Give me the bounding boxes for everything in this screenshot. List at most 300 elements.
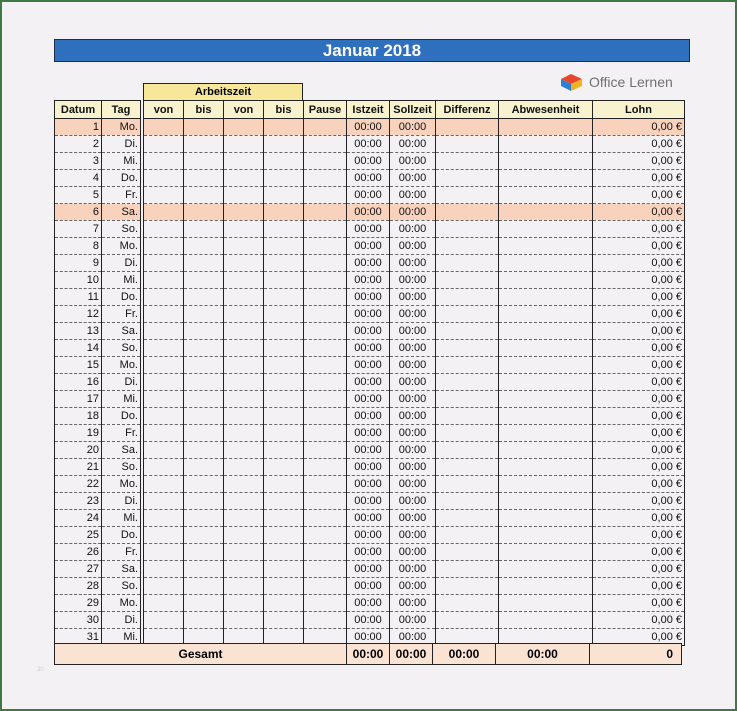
cell-bis-2[interactable]: [264, 136, 304, 153]
cell-istzeit: 00:00: [347, 612, 390, 629]
cell-abwesenheit[interactable]: [499, 204, 593, 221]
cell-von-1[interactable]: [144, 442, 184, 459]
cell-tag: Do.: [102, 170, 141, 187]
cell-von-1[interactable]: [144, 493, 184, 510]
cell-abwesenheit[interactable]: [499, 306, 593, 323]
cell-bis-1[interactable]: [184, 425, 224, 442]
cell-datum: 3: [55, 153, 102, 170]
cell-lohn: 0,00 €: [593, 374, 685, 391]
cell-lohn: 0,00 €: [593, 170, 685, 187]
cell-istzeit: 00:00: [347, 391, 390, 408]
cell-abwesenheit[interactable]: [499, 170, 593, 187]
cell-bis-1[interactable]: [184, 306, 224, 323]
cell-von-1[interactable]: [144, 578, 184, 595]
cell-pause[interactable]: [304, 612, 347, 629]
cell-abwesenheit[interactable]: [499, 578, 593, 595]
cell-von-1[interactable]: [144, 221, 184, 238]
cell-von-2[interactable]: [224, 221, 264, 238]
total-lohn: 0: [590, 644, 682, 665]
cell-von-2[interactable]: [224, 289, 264, 306]
cell-von-2[interactable]: [224, 442, 264, 459]
cell-abwesenheit[interactable]: [499, 153, 593, 170]
cell-datum: 5: [55, 187, 102, 204]
cell-von-2[interactable]: [224, 272, 264, 289]
table-row: [55, 510, 685, 527]
cell-sollzeit: 00:00: [390, 510, 436, 527]
col-header-von-1: von: [144, 101, 184, 119]
cell-bis-2[interactable]: [264, 153, 304, 170]
cell-von-2[interactable]: [224, 612, 264, 629]
cell-abwesenheit[interactable]: [499, 476, 593, 493]
cell-von-1[interactable]: [144, 459, 184, 476]
cell-pause[interactable]: [304, 544, 347, 561]
cell-bis-2[interactable]: [264, 612, 304, 629]
cell-datum: 9: [55, 255, 102, 272]
cell-sollzeit: 00:00: [390, 578, 436, 595]
cell-differenz: [436, 306, 499, 323]
table-row: [55, 153, 685, 170]
cell-abwesenheit[interactable]: [499, 527, 593, 544]
cell-pause[interactable]: [304, 408, 347, 425]
cell-datum: 7: [55, 221, 102, 238]
table-row: [55, 306, 685, 323]
cell-bis-2[interactable]: [264, 459, 304, 476]
cell-tag: Do.: [102, 289, 141, 306]
cell-abwesenheit[interactable]: [499, 612, 593, 629]
cell-abwesenheit[interactable]: [499, 289, 593, 306]
cell-abwesenheit[interactable]: [499, 442, 593, 459]
cell-bis-1[interactable]: [184, 408, 224, 425]
cell-abwesenheit[interactable]: [499, 595, 593, 612]
table-row: [55, 595, 685, 612]
cell-von-2[interactable]: [224, 476, 264, 493]
timesheet-table: [54, 100, 685, 646]
cell-datum: 23: [55, 493, 102, 510]
cell-von-2[interactable]: [224, 493, 264, 510]
cell-von-1[interactable]: [144, 323, 184, 340]
cell-bis-2[interactable]: [264, 510, 304, 527]
cell-pause[interactable]: [304, 306, 347, 323]
cell-abwesenheit[interactable]: [499, 357, 593, 374]
cell-bis-2[interactable]: [264, 544, 304, 561]
cell-abwesenheit[interactable]: [499, 221, 593, 238]
cell-von-2[interactable]: [224, 170, 264, 187]
cell-von-2[interactable]: [224, 306, 264, 323]
cell-bis-2[interactable]: [264, 493, 304, 510]
cell-datum: 24: [55, 510, 102, 527]
cell-pause[interactable]: [304, 595, 347, 612]
cell-sollzeit: 00:00: [390, 476, 436, 493]
cell-bis-2[interactable]: [264, 408, 304, 425]
cell-differenz: [436, 153, 499, 170]
cell-pause[interactable]: [304, 323, 347, 340]
cell-bis-2[interactable]: [264, 289, 304, 306]
cell-datum: 29: [55, 595, 102, 612]
cell-von-1[interactable]: [144, 255, 184, 272]
cell-abwesenheit[interactable]: [499, 136, 593, 153]
cell-istzeit: 00:00: [347, 561, 390, 578]
cell-von-2[interactable]: [224, 510, 264, 527]
cell-von-1[interactable]: [144, 153, 184, 170]
cell-bis-1[interactable]: [184, 612, 224, 629]
cell-bis-1[interactable]: [184, 204, 224, 221]
cell-sollzeit: 00:00: [390, 459, 436, 476]
cell-bis-2[interactable]: [264, 374, 304, 391]
cell-bis-1[interactable]: [184, 170, 224, 187]
cell-von-1[interactable]: [144, 170, 184, 187]
cell-datum: 2: [55, 136, 102, 153]
cell-sollzeit: 00:00: [390, 374, 436, 391]
cell-pause[interactable]: [304, 340, 347, 357]
cell-tag: Mo.: [102, 238, 141, 255]
cell-bis-2[interactable]: [264, 170, 304, 187]
cell-bis-2[interactable]: [264, 561, 304, 578]
cell-sollzeit: 00:00: [390, 272, 436, 289]
total-differenz: 00:00: [433, 644, 496, 665]
cell-sollzeit: 00:00: [390, 255, 436, 272]
table-row: [55, 323, 685, 340]
cell-von-1[interactable]: [144, 408, 184, 425]
cell-bis-2[interactable]: [264, 187, 304, 204]
cell-bis-1[interactable]: [184, 493, 224, 510]
cell-abwesenheit[interactable]: [499, 187, 593, 204]
cell-abwesenheit[interactable]: [499, 561, 593, 578]
cell-istzeit: 00:00: [347, 289, 390, 306]
cell-von-1[interactable]: [144, 187, 184, 204]
cell-von-1[interactable]: [144, 136, 184, 153]
cell-abwesenheit[interactable]: [499, 238, 593, 255]
cell-lohn: 0,00 €: [593, 340, 685, 357]
cell-von-1[interactable]: [144, 612, 184, 629]
cell-von-2[interactable]: [224, 544, 264, 561]
cell-bis-2[interactable]: [264, 595, 304, 612]
cell-von-2[interactable]: [224, 187, 264, 204]
cell-pause[interactable]: [304, 289, 347, 306]
cell-von-2[interactable]: [224, 340, 264, 357]
cell-istzeit: 00:00: [347, 187, 390, 204]
cell-datum: 13: [55, 323, 102, 340]
cell-bis-2[interactable]: [264, 119, 304, 136]
cell-tag: Fr.: [102, 425, 141, 442]
cell-bis-2[interactable]: [264, 323, 304, 340]
cell-differenz: [436, 510, 499, 527]
cell-bis-1[interactable]: [184, 578, 224, 595]
cell-differenz: [436, 459, 499, 476]
cell-datum: 25: [55, 527, 102, 544]
cell-pause[interactable]: [304, 578, 347, 595]
cell-bis-1[interactable]: [184, 136, 224, 153]
cell-pause[interactable]: [304, 357, 347, 374]
cell-pause[interactable]: [304, 374, 347, 391]
cell-tag: Di.: [102, 374, 141, 391]
cell-bis-1[interactable]: [184, 323, 224, 340]
col-header-tag: Tag: [102, 101, 141, 119]
cell-von-1[interactable]: [144, 391, 184, 408]
cell-sollzeit: 00:00: [390, 323, 436, 340]
cell-von-2[interactable]: [224, 204, 264, 221]
cell-abwesenheit[interactable]: [499, 119, 593, 136]
cell-von-1[interactable]: [144, 544, 184, 561]
cell-von-1[interactable]: [144, 238, 184, 255]
cell-differenz: [436, 476, 499, 493]
cell-pause[interactable]: [304, 238, 347, 255]
cell-differenz: [436, 255, 499, 272]
cell-lohn: 0,00 €: [593, 187, 685, 204]
cell-pause[interactable]: [304, 493, 347, 510]
cell-bis-2[interactable]: [264, 425, 304, 442]
cell-sollzeit: 00:00: [390, 204, 436, 221]
cell-abwesenheit[interactable]: [499, 459, 593, 476]
cell-von-1[interactable]: [144, 510, 184, 527]
cell-bis-1[interactable]: [184, 374, 224, 391]
cell-bis-2[interactable]: [264, 238, 304, 255]
cell-bis-1[interactable]: [184, 391, 224, 408]
cell-bis-1[interactable]: [184, 510, 224, 527]
cell-pause[interactable]: [304, 442, 347, 459]
cell-tag: So.: [102, 221, 141, 238]
cell-bis-2[interactable]: [264, 527, 304, 544]
cell-lohn: 0,00 €: [593, 493, 685, 510]
cell-pause[interactable]: [304, 136, 347, 153]
cell-pause[interactable]: [304, 187, 347, 204]
cell-von-2[interactable]: [224, 255, 264, 272]
cell-abwesenheit[interactable]: [499, 374, 593, 391]
cell-von-2[interactable]: [224, 595, 264, 612]
cell-pause[interactable]: [304, 204, 347, 221]
cell-datum: 1: [55, 119, 102, 136]
cell-sollzeit: 00:00: [390, 442, 436, 459]
cell-pause[interactable]: [304, 272, 347, 289]
cell-differenz: [436, 323, 499, 340]
cell-von-2[interactable]: [224, 425, 264, 442]
cell-sollzeit: 00:00: [390, 357, 436, 374]
cell-datum: 31: [55, 629, 102, 646]
cell-bis-2[interactable]: [264, 221, 304, 238]
cell-von-2[interactable]: [224, 408, 264, 425]
col-header-von-2: von: [224, 101, 264, 119]
cell-bis-2[interactable]: [264, 272, 304, 289]
cell-abwesenheit[interactable]: [499, 510, 593, 527]
table-row: [55, 221, 685, 238]
cell-von-2[interactable]: [224, 527, 264, 544]
cell-von-1[interactable]: [144, 476, 184, 493]
cell-sollzeit: 00:00: [390, 527, 436, 544]
cell-pause[interactable]: [304, 391, 347, 408]
cell-lohn: 0,00 €: [593, 204, 685, 221]
cell-differenz: [436, 527, 499, 544]
cell-bis-1[interactable]: [184, 238, 224, 255]
col-header-bis-1: bis: [184, 101, 224, 119]
cell-lohn: 0,00 €: [593, 510, 685, 527]
cell-datum: 15: [55, 357, 102, 374]
cell-bis-2[interactable]: [264, 340, 304, 357]
cell-von-1[interactable]: [144, 119, 184, 136]
cell-bis-1[interactable]: [184, 119, 224, 136]
cell-sollzeit: 00:00: [390, 391, 436, 408]
cell-differenz: [436, 493, 499, 510]
cell-bis-1[interactable]: [184, 153, 224, 170]
cell-bis-1[interactable]: [184, 272, 224, 289]
cell-pause[interactable]: [304, 221, 347, 238]
cell-bis-1[interactable]: [184, 561, 224, 578]
cell-pause[interactable]: [304, 170, 347, 187]
cell-von-2[interactable]: [224, 459, 264, 476]
cell-differenz: [436, 374, 499, 391]
cell-von-2[interactable]: [224, 391, 264, 408]
office-lernen-logo-icon: [559, 71, 584, 93]
cell-istzeit: 00:00: [347, 442, 390, 459]
cell-bis-1[interactable]: [184, 187, 224, 204]
cell-differenz: [436, 425, 499, 442]
cell-datum: 19: [55, 425, 102, 442]
cell-bis-1[interactable]: [184, 221, 224, 238]
cell-lohn: 0,00 €: [593, 119, 685, 136]
col-header-sollzeit: Sollzeit: [390, 101, 436, 119]
cell-sollzeit: 00:00: [390, 153, 436, 170]
cell-tag: Mo.: [102, 476, 141, 493]
cell-von-1[interactable]: [144, 272, 184, 289]
cell-differenz: [436, 595, 499, 612]
cell-differenz: [436, 119, 499, 136]
cell-lohn: 0,00 €: [593, 238, 685, 255]
cell-istzeit: 00:00: [347, 272, 390, 289]
table-row: [55, 340, 685, 357]
table-row: [55, 272, 685, 289]
cell-von-1[interactable]: [144, 204, 184, 221]
cell-pause[interactable]: [304, 153, 347, 170]
cell-von-2[interactable]: [224, 578, 264, 595]
total-istzeit: 00:00: [347, 644, 390, 665]
cell-lohn: 0,00 €: [593, 306, 685, 323]
logo-text: Office Lernen: [589, 74, 673, 90]
cell-differenz: [436, 578, 499, 595]
cell-pause[interactable]: [304, 459, 347, 476]
cell-bis-2[interactable]: [264, 204, 304, 221]
cell-differenz: [436, 544, 499, 561]
cell-von-2[interactable]: [224, 119, 264, 136]
table-row: [55, 578, 685, 595]
cell-von-2[interactable]: [224, 153, 264, 170]
col-header-lohn: Lohn: [593, 101, 685, 119]
cell-von-1[interactable]: [144, 357, 184, 374]
col-header-bis-2: bis: [264, 101, 304, 119]
cell-bis-1[interactable]: [184, 595, 224, 612]
cell-bis-1[interactable]: [184, 476, 224, 493]
cell-pause[interactable]: [304, 255, 347, 272]
arbeitszeit-header: Arbeitszeit: [143, 83, 303, 101]
cell-von-2[interactable]: [224, 357, 264, 374]
cell-von-1[interactable]: [144, 595, 184, 612]
cell-tag: Mo.: [102, 595, 141, 612]
cell-pause[interactable]: [304, 527, 347, 544]
cell-bis-1[interactable]: [184, 340, 224, 357]
table-row: [55, 119, 685, 136]
cell-von-2[interactable]: [224, 374, 264, 391]
cell-pause[interactable]: [304, 476, 347, 493]
cell-tag: Di.: [102, 136, 141, 153]
cell-von-2[interactable]: [224, 136, 264, 153]
cell-abwesenheit[interactable]: [499, 391, 593, 408]
cell-datum: 17: [55, 391, 102, 408]
cell-pause[interactable]: [304, 510, 347, 527]
cell-bis-1[interactable]: [184, 527, 224, 544]
cell-bis-1[interactable]: [184, 442, 224, 459]
cell-lohn: 0,00 €: [593, 255, 685, 272]
cell-abwesenheit[interactable]: [499, 340, 593, 357]
cell-lohn: 0,00 €: [593, 221, 685, 238]
table-row: [55, 238, 685, 255]
cell-pause[interactable]: [304, 119, 347, 136]
table-header-row: [55, 101, 685, 119]
cell-von-1[interactable]: [144, 425, 184, 442]
cell-bis-1[interactable]: [184, 459, 224, 476]
table-row: [55, 255, 685, 272]
cell-bis-2[interactable]: [264, 442, 304, 459]
cell-bis-2[interactable]: [264, 357, 304, 374]
cell-istzeit: 00:00: [347, 238, 390, 255]
cell-von-2[interactable]: [224, 323, 264, 340]
cell-von-2[interactable]: [224, 238, 264, 255]
cell-differenz: [436, 612, 499, 629]
cell-bis-2[interactable]: [264, 391, 304, 408]
cell-abwesenheit[interactable]: [499, 272, 593, 289]
cell-lohn: 0,00 €: [593, 408, 685, 425]
cell-datum: 18: [55, 408, 102, 425]
cell-bis-1[interactable]: [184, 289, 224, 306]
cell-bis-2[interactable]: [264, 476, 304, 493]
cell-datum: 11: [55, 289, 102, 306]
table-row: [55, 544, 685, 561]
cell-istzeit: 00:00: [347, 153, 390, 170]
cell-lohn: 0,00 €: [593, 289, 685, 306]
cell-bis-2[interactable]: [264, 578, 304, 595]
cell-bis-1[interactable]: [184, 544, 224, 561]
cell-differenz: [436, 187, 499, 204]
cell-bis-1[interactable]: [184, 357, 224, 374]
cell-von-1[interactable]: [144, 306, 184, 323]
table-row: [55, 408, 685, 425]
cell-von-1[interactable]: [144, 561, 184, 578]
cell-tag: Do.: [102, 408, 141, 425]
cell-pause[interactable]: [304, 425, 347, 442]
cell-tag: Fr.: [102, 306, 141, 323]
cell-abwesenheit[interactable]: [499, 408, 593, 425]
cell-pause[interactable]: [304, 561, 347, 578]
cell-tag: So.: [102, 459, 141, 476]
cell-lohn: 0,00 €: [593, 391, 685, 408]
cell-bis-2[interactable]: [264, 255, 304, 272]
cell-datum: 16: [55, 374, 102, 391]
cell-istzeit: 00:00: [347, 374, 390, 391]
cell-differenz: [436, 289, 499, 306]
cell-abwesenheit[interactable]: [499, 323, 593, 340]
cell-von-1[interactable]: [144, 340, 184, 357]
cell-lohn: 0,00 €: [593, 578, 685, 595]
cell-von-1[interactable]: [144, 289, 184, 306]
cell-von-1[interactable]: [144, 374, 184, 391]
cell-abwesenheit[interactable]: [499, 255, 593, 272]
table-row: [55, 459, 685, 476]
cell-tag: Do.: [102, 527, 141, 544]
cell-von-2[interactable]: [224, 561, 264, 578]
cell-abwesenheit[interactable]: [499, 544, 593, 561]
cell-bis-2[interactable]: [264, 306, 304, 323]
cell-abwesenheit[interactable]: [499, 493, 593, 510]
cell-von-1[interactable]: [144, 527, 184, 544]
cell-bis-1[interactable]: [184, 255, 224, 272]
cell-sollzeit: 00:00: [390, 340, 436, 357]
cell-abwesenheit[interactable]: [499, 425, 593, 442]
